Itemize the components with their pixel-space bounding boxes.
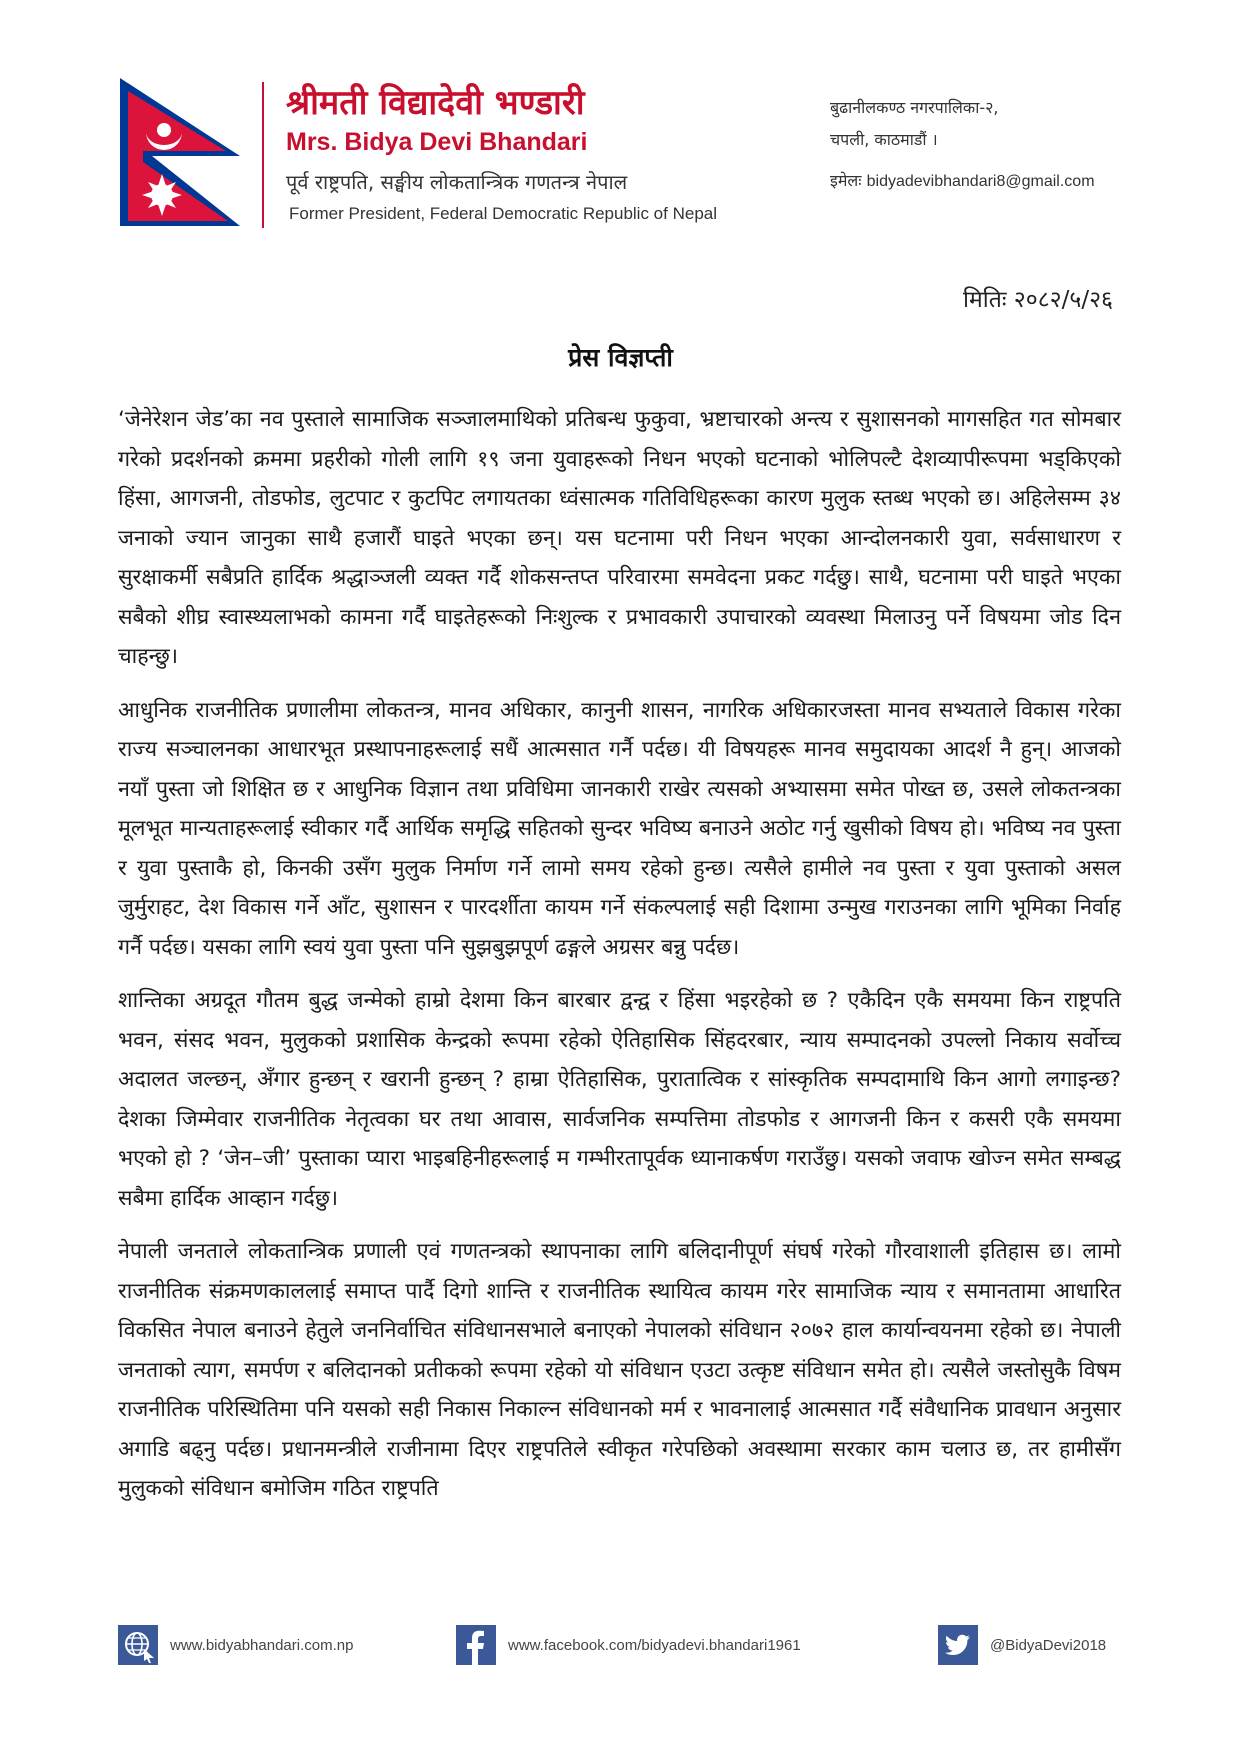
name-nepali: श्रीमती विद्यादेवी भण्डारी (286, 83, 585, 123)
title-english: Former President, Federal Democratic Republic of Nepal (289, 204, 718, 223)
globe-icon (118, 1625, 158, 1665)
address-line-2: चपली, काठमाडौं । (830, 130, 938, 149)
email-label: इमेलः (830, 171, 862, 190)
paragraph: ‘जेनेरेशन जेड’का नव पुस्ताले सामाजिक सञ्जालमाथिको प्रतिबन्ध फुकुवा, भ्रष्टाचारको अन्त्य र सुशासनको मागसहित गत सोमबार गरेको प्रदर्शनको क्रममा प्रहरीको गोली लागि १९ जना युवाहरूको निधन भएको घटनाको भोलिपल्टै देशव्यापीरूपमा भड्किएको हिंसा, आगजनी, तोडफोड, लुटपाट र कुटपिट लगायतका ध्वंसात्मक गतिविधिहरूका कारण मुलुक स्तब्ध भएको छ। अहिलेसम्म ३४ जनाको ज्यान जानुका साथै हजारौं घाइते भएका छन्। यस घटनामा परी निधन भएका आन्दोलनकारी युवा, सर्वसाधारण र सुरक्षाकर्मी सबैप्रति हार्दिक श्रद्धाञ्जली व्यक्त गर्दै शोकसन्तप्त परिवारमा समवेदना प्रकट गर्दछु। साथै, घटनामा परी घाइते भएका सबैको शीघ्र स्वास्थ्यलाभको कामना गर्दै घाइतेहरूको निःशुल्क र प्रभावकारी उपाचारको व्यवस्था मिलाउनु पर्ने विषयमा जोड दिन चाहन्छु। (118, 407, 1121, 669)
letter-date: मितिः २०८२/५/२६ (963, 287, 1113, 313)
document-title: प्रेस विज्ञप्ती (568, 343, 673, 372)
twitter-handle[interactable]: @BidyaDevi2018 (990, 1636, 1107, 1654)
email-address[interactable]: bidyadevibhandari8@gmail.com (866, 173, 1095, 190)
paragraph: शान्तिका अग्रदूत गौतम बुद्ध जन्मेको हाम्रो देशमा किन बारबार द्वन्द्व र हिंसा भइरहेको छ ? एकैदिन एकै समयमा किन राष्ट्रपति भवन, संसद भवन, मुलुकको प्रशासिक केन्द्रको रूपमा रहेको ऐतिहासिक सिंहदरबार, न्याय सम्पादनको उपल्लो निकाय सर्वोच्च अदालत जल्छन्, अँगार हुन्छन् र खरानी हुन्छन् ? हाम्रा ऐतिहासिक, पुरातात्विक र सांस्कृतिक सम्पदामाथि किन आगो लगाइन्छ? देशका जिम्मेवार राजनीतिक नेतृत्वका घर तथा आवास, सार्वजनिक सम्पत्तिमा तोडफोड र आगजनी किन र कसरी एकै समयमा भएको हो ? ‘जेन–जी’ पुस्ताका प्यारा भाइबहिनीहरूलाई म गम्भीरतापूर्वक ध्यानाकर्षण गराउँछु। यसको जवाफ खोज्न समेत सम्बद्ध सबैमा हार्दिक आव्हान गर्दछु। (118, 988, 1121, 1211)
title-nepali: पूर्व राष्ट्रपति, सङ्घीय लोकतान्त्रिक गणतन्त्र नेपाल (286, 170, 628, 194)
website-link[interactable]: www.bidyabhandari.com.np (170, 1636, 354, 1654)
address-line-1: बुढानीलकण्ठ नगरपालिका-२, (830, 98, 999, 117)
letter-body (118, 400, 1121, 1523)
header-divider (262, 82, 264, 228)
footer-facebook[interactable] (456, 1622, 801, 1668)
name-english: Mrs. Bidya Devi Bhandari (286, 128, 588, 156)
address-block (830, 92, 1210, 198)
facebook-link[interactable]: www.facebook.com/bidyadevi.bhandari1961 (508, 1636, 801, 1654)
facebook-icon (456, 1625, 496, 1665)
footer (0, 1622, 1241, 1682)
paragraph: आधुनिक राजनीतिक प्रणालीमा लोकतन्त्र, मानव अधिकार, कानुनी शासन, नागरिक अधिकारजस्ता मानव सभ्यताले विकास गरेका राज्य सञ्चालनका आधारभूत प्रस्थापनाहरूलाई सधैं आत्मसात गर्नै पर्दछ। यी विषयहरू मानव समुदायका आदर्श नै हुन्। आजको नयाँ पुस्ता जो शिक्षित छ र आधुनिक विज्ञान तथा प्रविधिमा जानकारी राखेर त्यसको अभ्यासमा समेत पोख्त छ, उसले लोकतन्त्रका मूलभूत मान्यताहरूलाई स्वीकार गर्दै आर्थिक समृद्धि सहितको सुन्दर भविष्य बनाउने अठोट गर्नु खुसीको विषय हो। भविष्य नव पुस्ता र युवा पुस्ताकै हो, किनकी उसँग मुलुक निर्माण गर्ने लामो समय रहेको हुन्छ। त्यसैले हामीले नव पुस्ता र युवा पुस्ताको असल जुर्मुराहट, देश विकास गर्ने आँट, सुशासन र पारदर्शीता कायम गर्ने संकल्पलाई सही दिशामा उन्मुख गराउनका लागि भूमिका निर्वाह गर्नै पर्दछ। यसका लागि स्वयं युवा पुस्ता पनि सुझबुझपूर्ण ढङ्गले अग्रसर बन्नु पर्दछ। (118, 697, 1121, 960)
nepal-flag-icon (116, 74, 246, 230)
footer-website[interactable] (118, 1622, 353, 1668)
footer-twitter[interactable] (938, 1622, 1106, 1668)
paragraph: नेपाली जनताले लोकतान्त्रिक प्रणाली एवं गणतन्त्रको स्थापनाका लागि बलिदानीपूर्ण संघर्ष गरेको गौरवाशाली इतिहास छ। लामो राजनीतिक संक्रमणकाललाई समाप्त पार्दै दिगो शान्ति र राजनीतिक स्थायित्व कायम गरेर सामाजिक न्याय र समानतामा आधारित विकसित नेपाल बनाउने हेतुले जननिर्वाचित संविधानसभाले बनाएको नेपालको संविधान २०७२ हाल कार्यान्वयनमा रहेको छ। नेपाली जनताको त्याग, समर्पण र बलिदानको प्रतीकको रूपमा रहेको यो संविधान एउटा उत्कृष्ट संविधान समेत हो। त्यसैले जस्तोसुकै विषम राजनीतिक परिस्थितिमा पनि यसको सही निकास निकाल्न संविधानको मर्म र भावनालाई आत्मसात गर्दै संवैधानिक प्रावधान अनुसार अगाडि बढ्नु पर्दछ। प्रधानमन्त्रीले राजीनामा दिएर राष्ट्रपतिले स्वीकृत गरेपछिको अवस्थामा सरकार काम चलाउ छ, तर हामीसँग मुलुकको संविधान बमोजिम गठित राष्ट्रपति (118, 1239, 1121, 1501)
email-line (830, 165, 1210, 198)
twitter-icon (938, 1625, 978, 1665)
